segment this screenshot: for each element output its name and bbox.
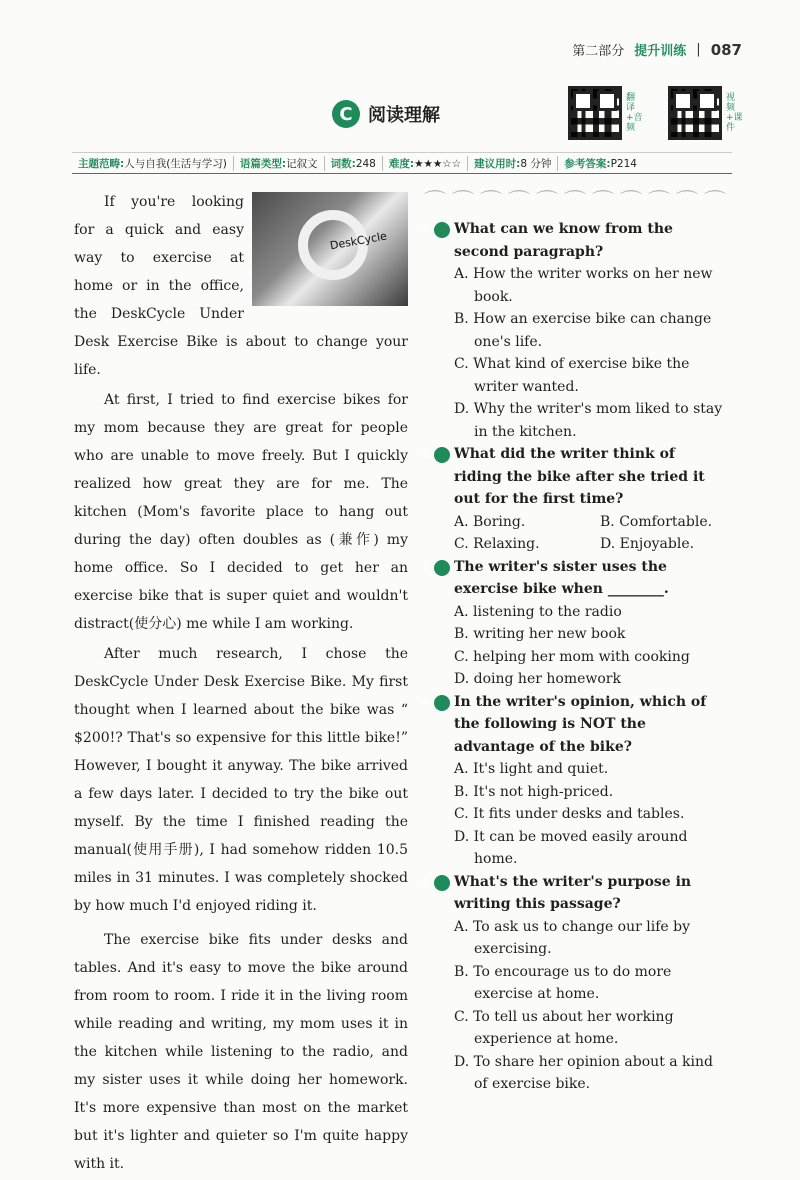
info-difficulty: 难度:★★★☆☆ [383,156,468,171]
question-number-badge: 5 [434,875,450,891]
header-divider: | [696,42,701,57]
option-b[interactable]: B. How an exercise bike can change one's life. [454,311,712,350]
qr-video[interactable] [668,86,743,140]
question-number-badge: 4 [434,695,450,711]
info-word-count: 词数:248 [325,156,383,171]
qr-code-icon [568,86,622,140]
question-number-badge: 3 [434,560,450,576]
option-c[interactable]: C. To tell us about her working experience at home. [454,1008,674,1047]
photo-brand-text: DeskCycle [328,229,388,253]
option-d[interactable]: D. Why the writer's mom liked to stay in the kitchen. [454,401,723,440]
option-b[interactable]: B. writing her new book [454,626,626,642]
option-b[interactable]: B. It's not high-priced. [454,783,614,800]
option-c[interactable]: C. Relaxing. [454,536,540,552]
option-a[interactable]: A. It's light and quiet. [454,761,609,777]
info-answer-ref: 参考答案:P214 [564,157,637,170]
option-b[interactable]: B. To encourage us to do more exercise at home. [454,963,672,1002]
question-number-badge: 1 [434,222,450,238]
question-3 [422,556,726,691]
info-topic: 主题范畴:人与自我(生活与学习) [72,156,234,171]
passage-paragraph-3: After much research, I chose the DeskCycle Under Desk Exercise Bike. My first thought when I learned about the bike was “ $200!? That's so expensive for this little bike!” However, I bought it anyway. The bike arrived a few days later. I decided to try the bike out myself. By the time I finished reading the manual(使用手册), I had somehow ridden 10.5 miles in 31 minutes. I was completely shocked by how much I'd enjoyed riding it. [74,646,408,914]
option-a[interactable]: A. listening to the radio [454,603,622,620]
option-d[interactable]: D. To share her opinion about a kind of exercise bike. [454,1053,713,1092]
question-number-badge: 2 [434,447,450,463]
question-1 [422,218,726,443]
option-b[interactable]: B. Comfortable. [600,513,713,530]
qr-label: 视频+课件 [726,93,743,133]
info-text-type: 语篇类型:记叙文 [234,156,325,171]
question-2 [422,443,726,556]
section-subtitle: 提升训练 [634,44,687,59]
option-c[interactable]: C. helping her mom with cooking [454,648,690,665]
passage-paragraph-1: DeskCycle If you're looking for a quick and easy way to exercise at home or in the office, the DeskCycle Under Desk Exercise Bike is about to change your life. [74,194,408,378]
question-stem: The writer's sister uses the exercise bike when ________. [454,558,669,597]
reading-passage [74,188,408,1180]
option-a[interactable]: A. How the writer works on her new book. [454,266,713,305]
info-bar [72,152,732,174]
option-c[interactable]: C. It fits under desks and tables. [454,806,685,822]
section-title [332,100,440,128]
page-number: 087 [710,40,742,59]
qr-label: 翻译+音频 [626,93,643,133]
option-d[interactable]: D. doing her homework [454,671,621,687]
deskcycle-photo [252,192,408,306]
question-stem: What's the writer's purpose in writing this passage? [454,873,692,912]
question-stem: In the writer's opinion, which of the following is NOT the advantage of the bike? [454,693,707,755]
passage-paragraph-4: The exercise bike fits under desks and tables. And it's easy to move the bike around from room to room. I ride it in the living room while reading and writing, my mom uses it in the kitchen while listening to the radio, and my sister uses it while doing her homework. It's more expensive than most on the market but it's lighter and quieter so I'm quite happy with it. [74,932,408,1172]
section-title-text: 阅读理解 [368,105,440,126]
question-stem: What did the writer think of riding the bike after she tried it out for the first time? [454,446,705,507]
qr-translation[interactable] [568,86,643,140]
option-d[interactable]: D. It can be moved easily around home. [454,828,688,867]
section-label: 第二部分 [572,44,625,59]
decorative-arcs: ⌒⌒⌒⌒⌒⌒⌒⌒⌒⌒⌒ [424,190,733,215]
reading-section-icon: C [332,100,360,128]
option-a[interactable]: A. To ask us to change our life by exercising. [454,918,691,957]
option-c[interactable]: C. What kind of exercise bike the writer wanted. [454,356,690,395]
qr-code-icon [668,86,722,140]
info-suggested-time: 建议用时:8 分钟 [468,156,558,171]
passage-paragraph-2: At first, I tried to find exercise bikes for my mom because they are great for people who are unable to move freely. But I quickly realized how great they are for me. The kitchen (Mom's favorite place to hang out during the day) often doubles as (兼作) my home office. So I decided to get her an exercise bike that is super quiet and wouldn't distract(使分心) me while I am working. [74,392,408,632]
question-4 [422,691,726,871]
question-stem: What can we know from the second paragraph? [454,221,673,260]
question-5 [422,871,726,1096]
option-a[interactable]: A. Boring. [454,513,526,530]
option-d[interactable]: D. Enjoyable. [600,536,695,552]
page-header [572,40,742,59]
questions-list [422,218,726,1096]
